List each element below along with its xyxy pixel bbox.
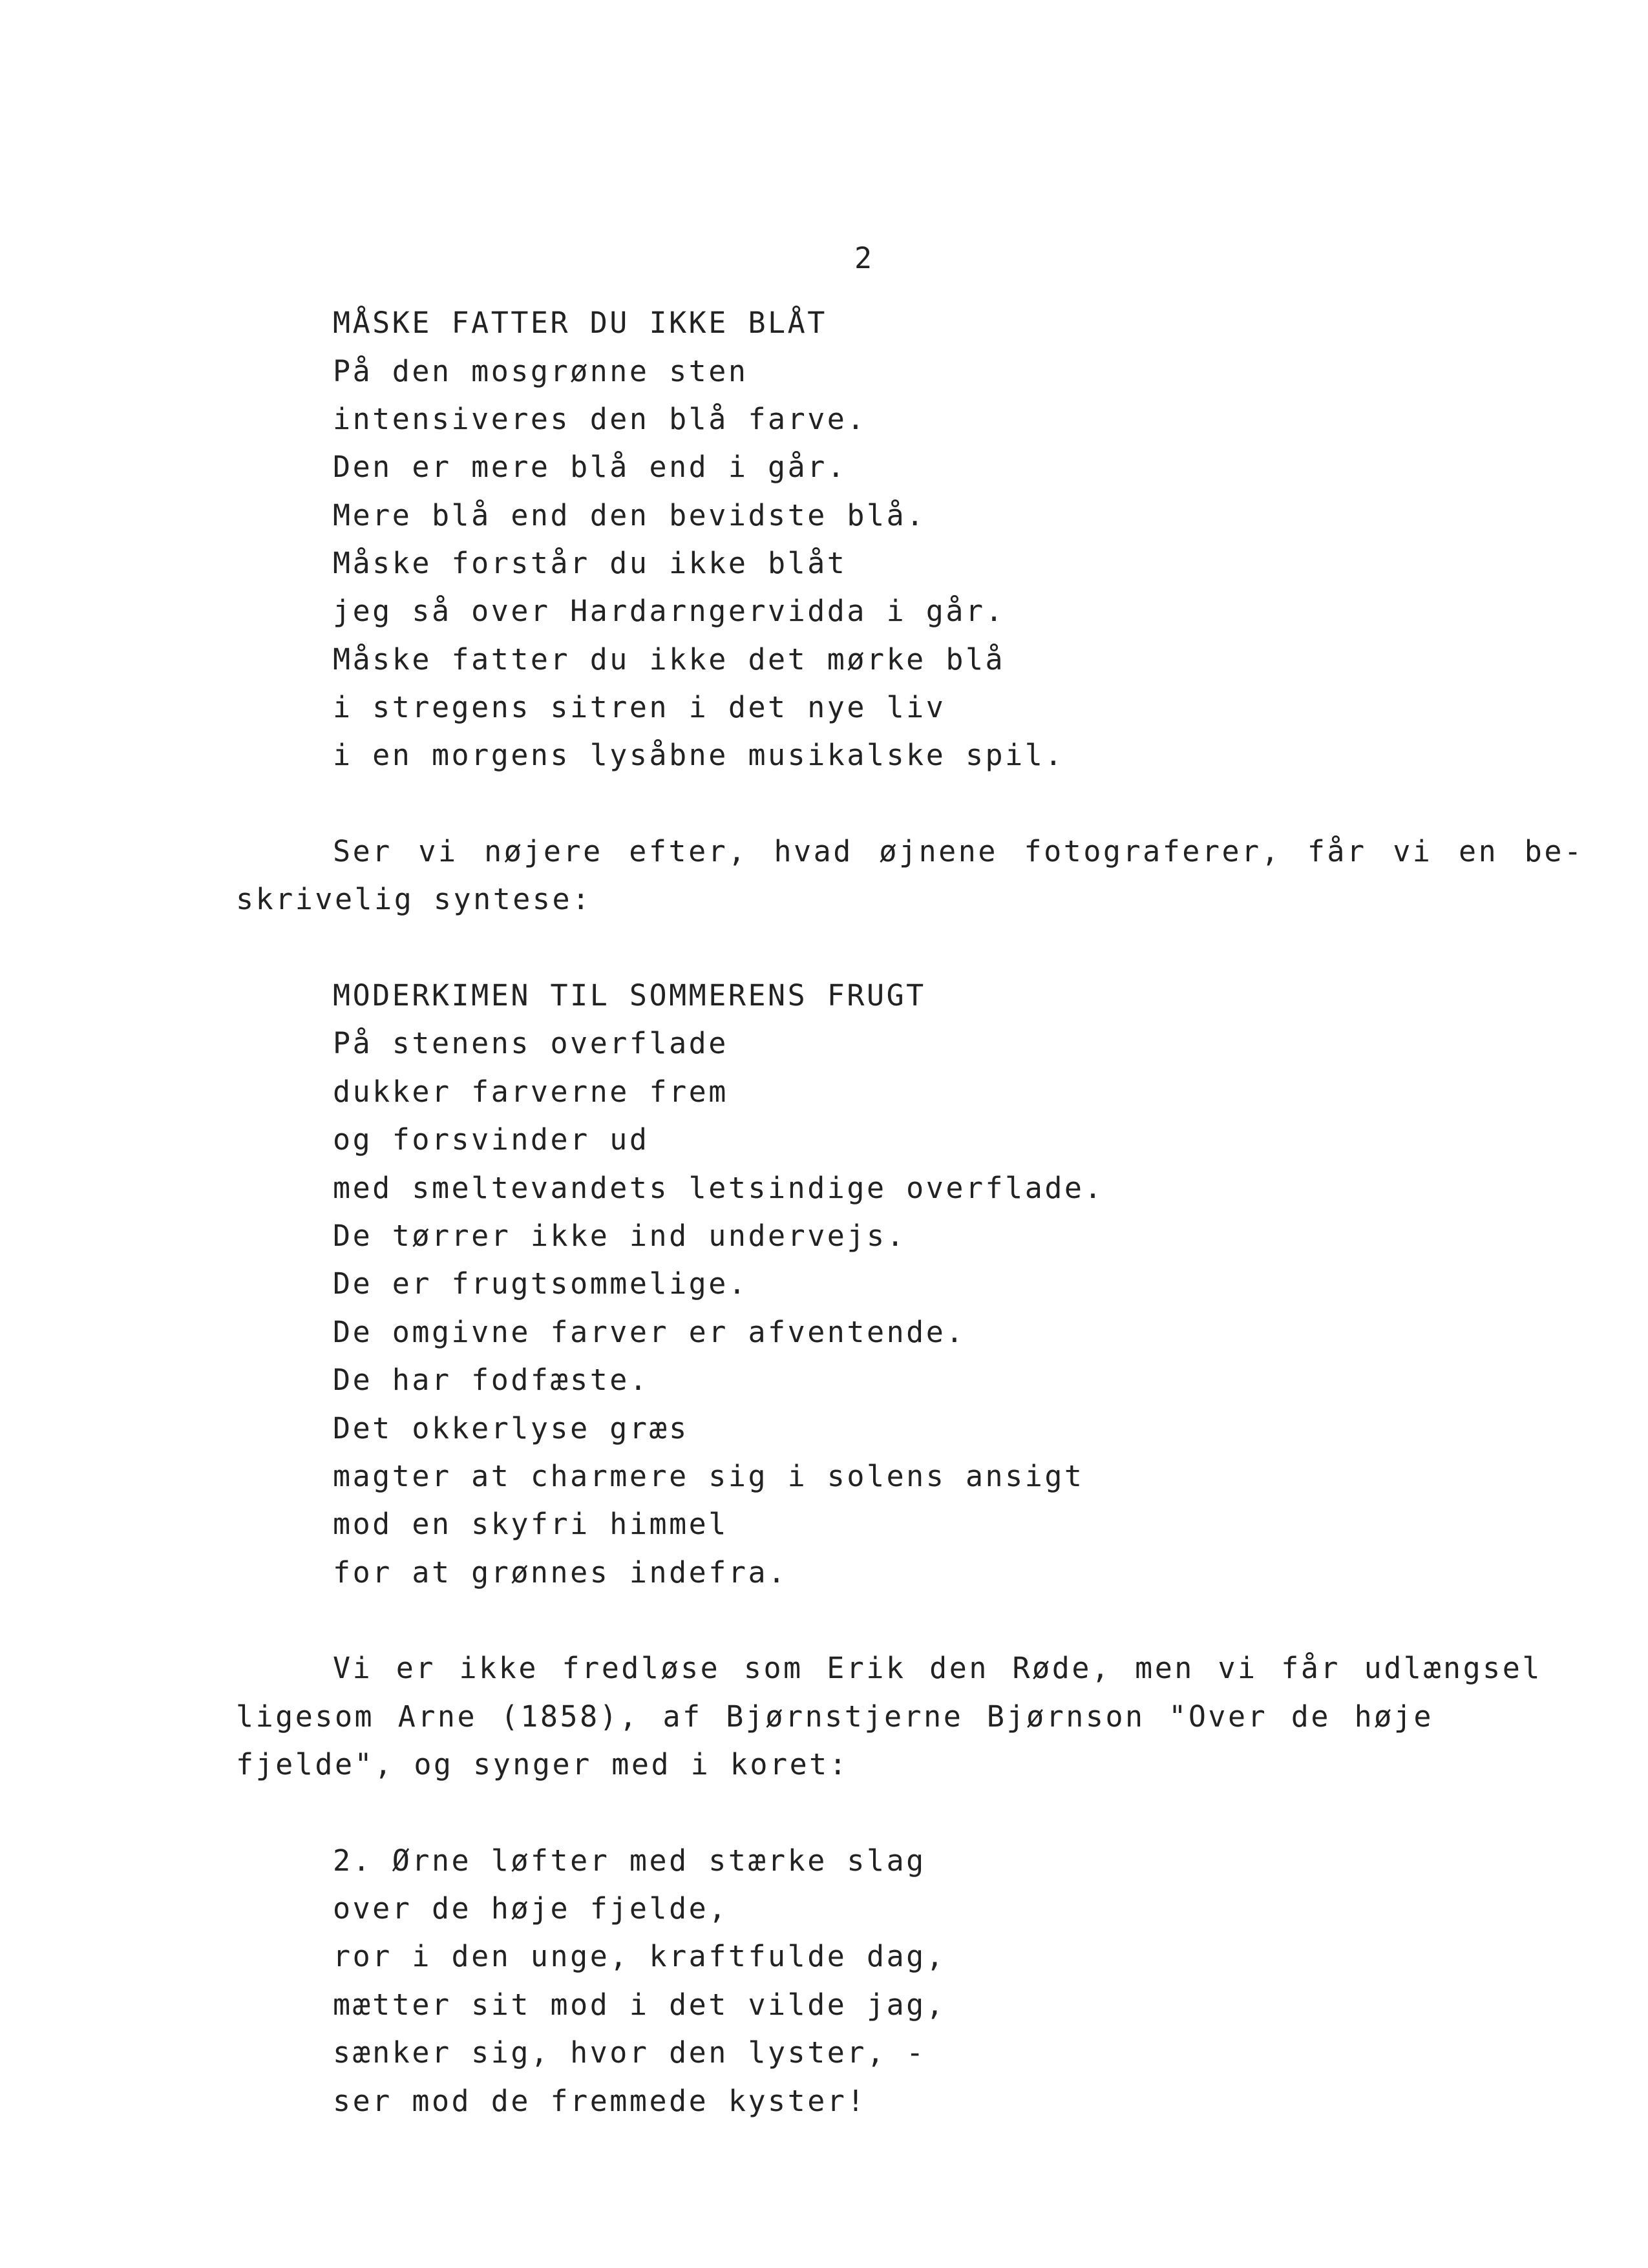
verse-line: mætter sit mod i det vilde jag, [333, 1988, 946, 2022]
poem-line: De har fodfæste. [333, 1363, 650, 1397]
poem-line: med smeltevandets letsindige overflade. [333, 1171, 1104, 1205]
poem-line: i en morgens lysåbne musikalske spil. [333, 738, 1064, 772]
poem-line: Mere blå end den bevidste blå. [333, 498, 926, 532]
poem-line: På stenens overflade [333, 1026, 728, 1060]
poem-line: De omgivne farver er afventende. [333, 1315, 966, 1349]
poem-line: mod en skyfri himmel [333, 1507, 728, 1541]
poem-line: dukker farverne frem [333, 1075, 728, 1109]
verse-line: over de høje fjelde, [333, 1891, 728, 1926]
verse-line: sænker sig, hvor den lyster, - [333, 2035, 926, 2070]
poem-line: jeg så over Hardarngervidda i går. [333, 594, 1006, 628]
paragraph-line: Vi er ikke fredløse som Erik den Røde, men vi får udlængsel [333, 1651, 1542, 1685]
poem-title: MÅSKE FATTER DU IKKE BLÅT [333, 306, 827, 340]
poem-line: magter at charmere sig i solens ansigt [333, 1459, 1084, 1493]
paragraph-line: skrivelig syntese: [236, 882, 592, 916]
poem-line: Måske fatter du ikke det mørke blå [333, 642, 1006, 677]
paragraph-line: Ser vi nøjere efter, hvad øjnene fotograferer, får vi en be- [333, 834, 1584, 868]
paragraph-line: ligesom Arne (1858), af Bjørnstjerne Bjørnson "Over de høje [236, 1699, 1433, 1734]
poem-line: intensiveres den blå farve. [333, 402, 867, 436]
poem-line: På den mosgrønne sten [333, 354, 748, 388]
poem-line: Det okkerlyse græs [333, 1411, 689, 1445]
verse-line: ser mod de fremmede kyster! [333, 2084, 867, 2118]
verse-line: 2. Ørne løfter med stærke slag [333, 1843, 926, 1878]
poem-line: De er frugtsommelige. [333, 1266, 748, 1301]
verse-line: ror i den unge, kraftfulde dag, [333, 1939, 946, 1973]
poem-line: Måske forstår du ikke blåt [333, 546, 847, 580]
poem-line: for at grønnes indefra. [333, 1555, 788, 1590]
poem-title: MODERKIMEN TIL SOMMERENS FRUGT [333, 978, 926, 1013]
poem-line: Den er mere blå end i går. [333, 450, 847, 484]
poem-line: i stregens sitren i det nye liv [333, 690, 946, 724]
poem-line: De tørrer ikke ind undervejs. [333, 1219, 907, 1253]
page-number: 2 [854, 241, 872, 275]
paragraph-line: fjelde", og synger med i koret: [236, 1747, 849, 1781]
poem-line: og forsvinder ud [333, 1122, 650, 1157]
